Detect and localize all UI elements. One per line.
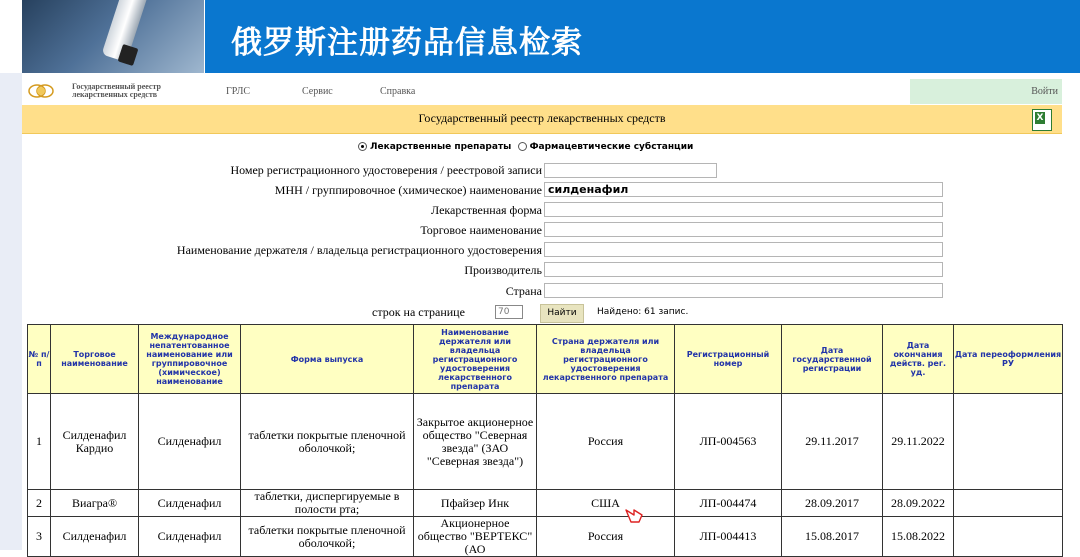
table-row[interactable] [28,394,1063,490]
nav-link-grls[interactable]: ГРЛС [226,86,251,97]
hand-cursor-icon [624,506,646,524]
label-trade-name: Торговое наименование [420,223,542,237]
rows-per-page-input[interactable]: 70 [495,305,523,319]
radio-substances[interactable] [518,142,527,151]
cell-number: 1 [28,394,51,490]
cell-reg-date: 15.08.2017 [782,517,883,557]
medicine-photo [22,0,204,73]
cell-number: 3 [28,517,51,557]
label-reg-number: Номер регистрационного удостоверения / реестровой записи [230,163,542,177]
search-mode [358,142,693,152]
input-manufacturer[interactable] [544,262,943,277]
radio-substances-label: Фармацевтические субстанции [529,142,694,152]
col-expiry-date[interactable]: Дата окончания действ. рег. уд. [883,325,954,394]
slide-banner [0,0,1080,73]
rows-per-page-label: строк на странице [372,305,465,319]
label-dosage-form: Лекарственная форма [431,203,542,217]
cell-inn: Силденафил [139,490,241,517]
cell-reissue-date [954,490,1063,517]
cell-inn: Силденафил [139,394,241,490]
label-country: Страна [505,284,542,298]
radio-drugs[interactable] [358,142,367,151]
col-number[interactable]: № п/п [28,325,51,394]
col-trade-name[interactable]: Торговое наименование [51,325,139,394]
radio-drugs-label: Лекарственные препараты [370,142,512,152]
cell-trade-name[interactable]: Силденафил [51,517,139,557]
top-nav [22,79,1062,104]
cell-expiry-date: 28.09.2022 [883,490,954,517]
cell-reg-number[interactable]: ЛП-004563 [675,394,782,490]
col-inn[interactable]: Международное непатентованное наименование или группировочное (химическое) наименование [139,325,241,394]
cell-trade-name[interactable]: Силденафил Кардио [51,394,139,490]
input-trade-name[interactable] [544,222,943,237]
input-reg-number[interactable] [544,163,717,178]
cell-expiry-date: 29.11.2022 [883,394,954,490]
registry-header [22,105,1062,134]
cell-expiry-date: 15.08.2022 [883,517,954,557]
slide-title-bar [205,0,1080,73]
cell-holder: Акционерное общество "ВЕРТЕКС" (АО [414,517,537,557]
label-inn: МНН / группировочное (химическое) наименование [274,183,542,197]
registry-title: Государственный реестр лекарственных средств [418,111,666,125]
results-table [27,324,1063,557]
label-holder: Наименование держателя / владельца регистрационного удостоверения [176,243,542,257]
nav-link-service[interactable]: Сервис [302,86,333,97]
label-manufacturer: Производитель [464,263,542,277]
cell-country: Россия [537,517,675,557]
table-row[interactable] [28,517,1063,557]
col-country[interactable]: Страна держателя или владельца регистрационного удостоверения лекарственного препарата [537,325,675,394]
table-row[interactable] [28,490,1063,517]
cell-form: таблетки, диспергируемые в полости рта; [241,490,414,517]
cell-number: 2 [28,490,51,517]
table-header-row [28,325,1063,394]
cell-reissue-date [954,394,1063,490]
cell-reg-date: 28.09.2017 [782,490,883,517]
login-link[interactable]: Войти [1031,86,1058,97]
col-reg-date[interactable]: Дата государственной регистрации [782,325,883,394]
cell-reg-date: 29.11.2017 [782,394,883,490]
cell-holder: Закрытое акционерное общество "Северная звезда" (ЗАО "Северная звезда") [414,394,537,490]
search-button[interactable]: Найти [540,304,584,323]
registry-logo-icon[interactable] [28,81,58,101]
input-inn[interactable]: силденафил [544,182,943,197]
input-dosage-form[interactable] [544,202,943,217]
cell-form: таблетки покрытые пленочной оболочкой; [241,394,414,490]
col-reissue-date[interactable]: Дата переоформления РУ [954,325,1063,394]
slide-title: 俄罗斯注册药品信息检索 [231,25,583,61]
col-holder[interactable]: Наименование держателя или владельца регистрационного удостоверения лекарственного препарата [414,325,537,394]
cell-trade-name[interactable]: Виагра® [51,490,139,517]
cell-holder: Пфайзер Инк [414,490,537,517]
input-country[interactable] [544,283,943,298]
cell-country: Россия [537,394,675,490]
cell-form: таблетки покрытые пленочной оболочкой; [241,517,414,557]
logo-text[interactable]: Государственный реестр лекарственных средств [72,82,161,99]
excel-export-icon[interactable] [1032,109,1052,131]
col-form[interactable]: Форма выпуска [241,325,414,394]
cell-country: США [537,490,675,517]
cell-reg-number[interactable]: ЛП-004474 [675,490,782,517]
left-decor-strip [0,0,22,550]
cell-inn: Силденафил [139,517,241,557]
input-holder[interactable] [544,242,943,257]
nav-link-help[interactable]: Справка [380,86,416,97]
col-reg-number[interactable]: Регистрационный номер [675,325,782,394]
cell-reissue-date [954,517,1063,557]
found-count: Найдено: 61 запис. [597,307,689,317]
cell-reg-number[interactable]: ЛП-004413 [675,517,782,557]
